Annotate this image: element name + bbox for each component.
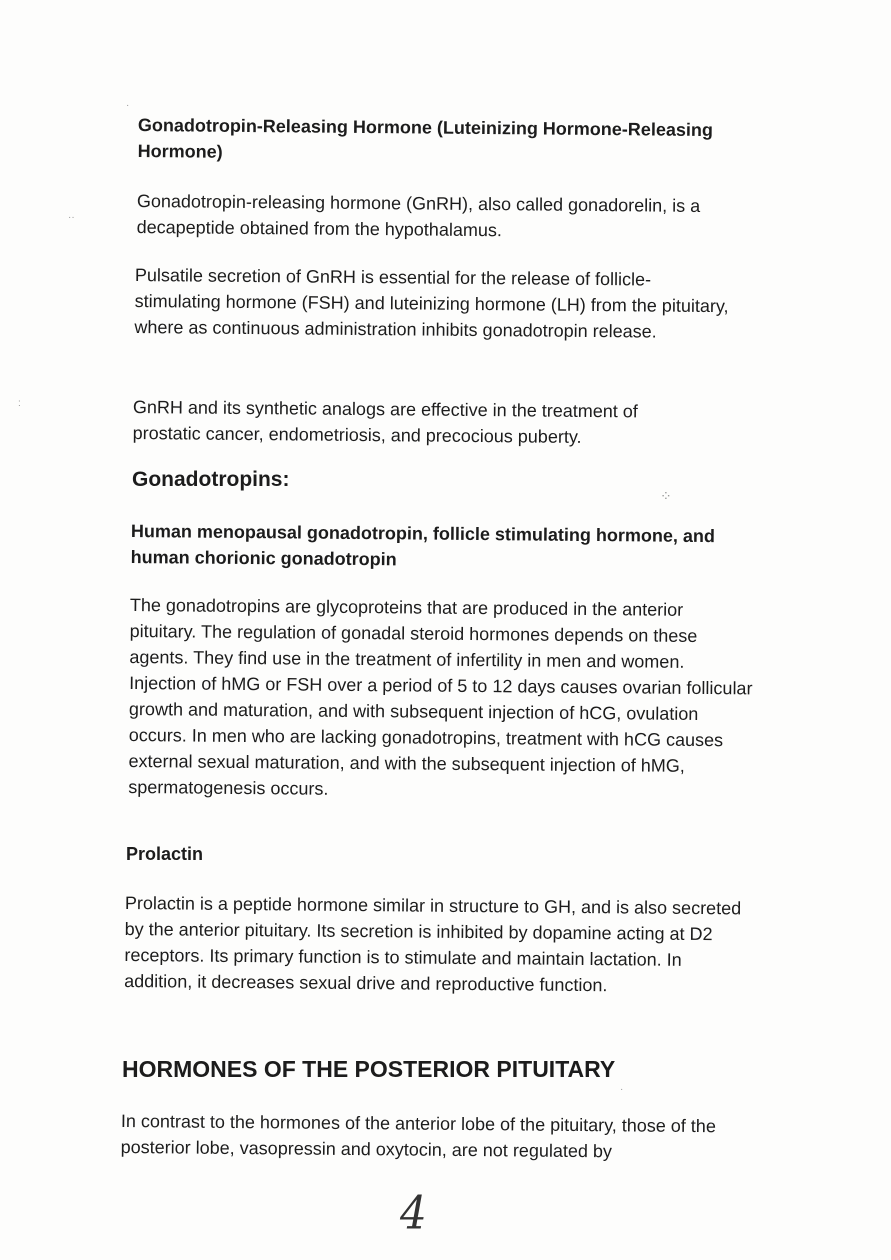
gnrh-paragraph-1: Gonadotropin-releasing hormone (GnRH), also called gonadorelin, is a decapeptide obtained from the hypothalamus. — [136, 190, 701, 241]
gnrh-heading: Gonadotropin-Releasing Hormone (Luteinizing Hormone-Releasing Hormone) — [137, 114, 713, 162]
prolactin-heading: Prolactin — [126, 844, 204, 864]
gnrh-paragraph-3: GnRH and its synthetic analogs are effective in the treatment of prostatic cancer, endometriosis, and precocious puberty. — [132, 396, 638, 447]
scan-speck: · — [620, 1084, 624, 1095]
posterior-pituitary-heading: HORMONES OF THE POSTERIOR PITUITARY — [122, 1056, 616, 1082]
scan-speck: · — [126, 100, 130, 111]
scan-speck: ·· — [68, 212, 75, 223]
page-number: 4 — [400, 1185, 427, 1240]
hmg-heading: Human menopausal gonadotropin, follicle stimulating hormone, and human chorionic gonadotropin — [130, 520, 715, 570]
prolactin-paragraph: Prolactin is a peptide hormone similar in structure to GH, and is also secreted by the anterior pituitary. Its secretion is inhibited by dopamine acting at D2 receptors. Its primary function is to stimulate and maintain lactation. In addition, it decreases sexual drive and reproductive function. — [124, 892, 742, 996]
posterior-paragraph: In contrast to the hormones of the anterior lobe of the pituitary, those of the posterior lobe, vasopressin and oxytocin, are not regulated by — [120, 1110, 716, 1162]
scan-speck: : — [18, 398, 21, 409]
scan-speck: ⁘ — [660, 488, 672, 504]
hmg-paragraph: The gonadotropins are glycoproteins that are produced in the anterior pituitary. The regulation of gonadal steroid hormones depends on these agents. They find use in the treatment of infertility in men and women. Injection of hMG or FSH over a period of 5 to 12 days causes ovarian follicular growth and maturation, and with subsequent injection of hCG, ovulation occurs. In men who are lacking gonadotropins, treatment with hCG causes external sexual maturation, and with the subsequent injection of hMG, spermatogenesis occurs. — [128, 594, 753, 799]
gnrh-paragraph-2: Pulsatile secretion of GnRH is essential for the release of follicle-stimulating hormone (FSH) and luteinizing hormone (LH) from the pituitary, where as continuous administration inhibits gonadotropin release. — [134, 264, 729, 342]
gonadotropins-heading: Gonadotropins: — [132, 468, 290, 491]
